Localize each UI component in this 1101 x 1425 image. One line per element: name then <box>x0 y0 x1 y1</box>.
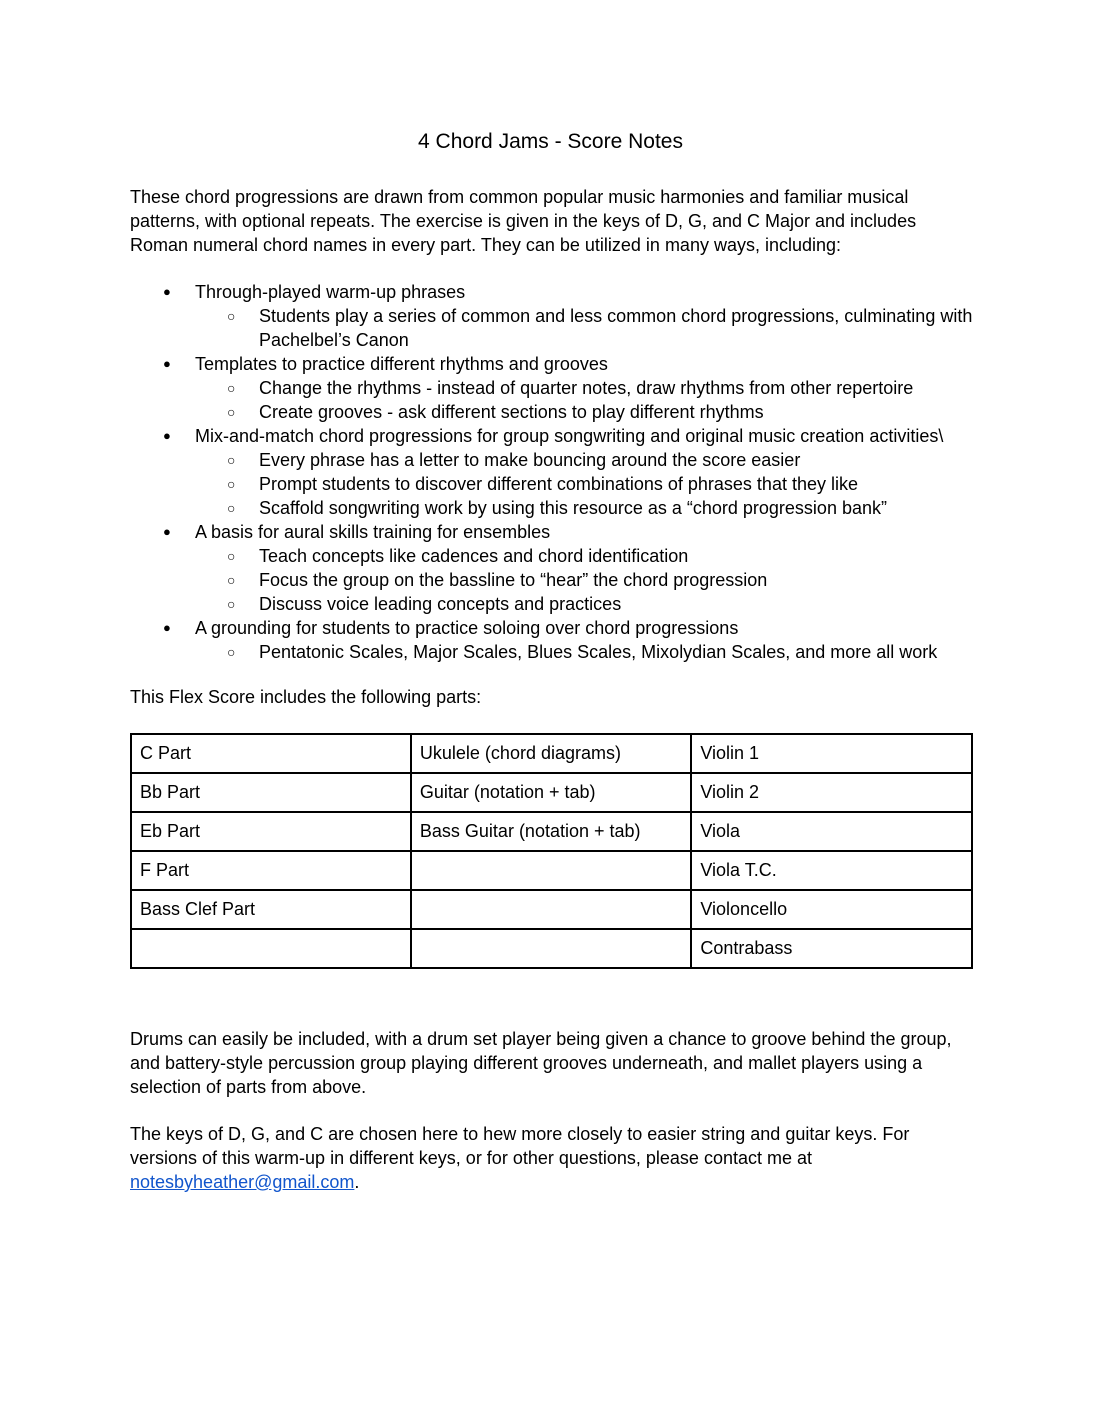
bullet-circle-icon: ○ <box>227 548 236 564</box>
keys-end: . <box>354 1172 360 1192</box>
table-cell: Bass Guitar (notation + tab) <box>411 812 691 851</box>
sub-list-item <box>130 640 973 664</box>
bullet-circle-icon: ○ <box>227 572 236 588</box>
sub-list-item <box>130 472 973 496</box>
sub-list-item-text: Change the rhythms - instead of quarter notes, draw rhythms from other repertoire <box>259 378 914 398</box>
sub-list-item-text: Create grooves - ask different sections to play different rhythms <box>259 402 764 422</box>
uses-list <box>130 280 973 664</box>
list-item-text: Mix-and-match chord progressions for group songwriting and original music creation activities\ <box>195 426 944 446</box>
table-cell: Viola T.C. <box>691 851 972 890</box>
sub-list-item <box>130 496 973 520</box>
sub-list-item-text: Prompt students to discover different combinations of phrases that they like <box>259 474 858 494</box>
sub-list-item-text: Pentatonic Scales, Major Scales, Blues Scales, Mixolydian Scales, and more all work <box>259 642 938 662</box>
table-row <box>131 734 972 773</box>
table-cell: Violoncello <box>691 890 972 929</box>
bullet-circle-icon: ○ <box>227 644 236 660</box>
list-item <box>130 280 973 304</box>
intro-paragraph: These chord progressions are drawn from common popular music harmonies and familiar musical patterns, with optional repeats. The exercise is given in the keys of D, G, and C Major and includes Roman numeral chord names in every part. They can be utilized in many ways, including: <box>130 187 917 255</box>
sub-list-item <box>130 400 973 424</box>
table-cell <box>411 929 691 968</box>
sub-list-item <box>130 592 973 616</box>
table-cell: Viola <box>691 812 972 851</box>
list-item-text: A basis for aural skills training for ensembles <box>195 522 551 542</box>
sub-list-item-text: Scaffold songwriting work by using this resource as a “chord progression bank” <box>259 498 887 518</box>
list-item-text: Templates to practice different rhythms and grooves <box>195 354 608 374</box>
drums-paragraph: Drums can easily be included, with a drum set player being given a chance to groove behind the group, and battery-style percussion group playing different grooves underneath, and mallet players using a selection of parts from above. <box>130 1029 952 1097</box>
sub-list-item <box>130 544 973 568</box>
table-row <box>131 773 972 812</box>
list-item <box>130 520 973 544</box>
table-cell <box>411 851 691 890</box>
table-cell <box>411 890 691 929</box>
table-cell: C Part <box>131 734 411 773</box>
bullet-dot-icon: ● <box>163 356 171 371</box>
table-cell: Eb Part <box>131 812 411 851</box>
list-item <box>130 616 973 640</box>
sub-list-item-text: Focus the group on the bassline to “hear” the chord progression <box>259 570 768 590</box>
table-cell: Bass Clef Part <box>131 890 411 929</box>
list-item <box>130 424 973 448</box>
bullet-dot-icon: ● <box>163 620 171 635</box>
document-title: 4 Chord Jams - Score Notes <box>418 130 683 153</box>
sub-list-item <box>130 304 973 352</box>
table-cell: Bb Part <box>131 773 411 812</box>
table-cell: Violin 2 <box>691 773 972 812</box>
keys-text: The keys of D, G, and C are chosen here to hew more closely to easier string and guitar keys. For versions of this warm-up in different keys, or for other questions, please contact me at <box>130 1124 910 1168</box>
bullet-circle-icon: ○ <box>227 596 236 612</box>
table-cell: Guitar (notation + tab) <box>411 773 691 812</box>
table-cell: F Part <box>131 851 411 890</box>
bullet-circle-icon: ○ <box>227 404 236 420</box>
table-cell: Contrabass <box>691 929 972 968</box>
bullet-circle-icon: ○ <box>227 500 236 516</box>
table-cell: Ukulele (chord diagrams) <box>411 734 691 773</box>
bullet-circle-icon: ○ <box>227 380 236 396</box>
sub-list-item <box>130 568 973 592</box>
bullet-circle-icon: ○ <box>227 476 236 492</box>
bullet-dot-icon: ● <box>163 524 171 539</box>
sub-list-item-text: Students play a series of common and less common chord progressions, culminating with Pachelbel’s Canon <box>259 306 973 350</box>
bullet-circle-icon: ○ <box>227 452 236 468</box>
table-cell: Violin 1 <box>691 734 972 773</box>
sub-list-item <box>130 376 973 400</box>
bullet-dot-icon: ● <box>163 428 171 443</box>
email-link[interactable]: notesbyheather@gmail.com <box>130 1172 355 1192</box>
sub-list-item-text: Every phrase has a letter to make bouncing around the score easier <box>259 450 801 470</box>
list-item-text: Through-played warm-up phrases <box>195 282 466 302</box>
keys-paragraph <box>130 1122 973 1194</box>
bullet-circle-icon: ○ <box>227 308 236 324</box>
sub-list-item-text: Discuss voice leading concepts and practices <box>259 594 622 614</box>
table-row <box>131 851 972 890</box>
parts-intro: This Flex Score includes the following parts: <box>130 687 482 707</box>
list-item <box>130 352 973 376</box>
table-cell <box>131 929 411 968</box>
sub-list-item <box>130 448 973 472</box>
bullet-dot-icon: ● <box>163 284 171 299</box>
table-row <box>131 929 972 968</box>
list-item-text: A grounding for students to practice soloing over chord progressions <box>195 618 739 638</box>
parts-table <box>130 733 973 969</box>
sub-list-item-text: Teach concepts like cadences and chord identification <box>259 546 689 566</box>
table-row <box>131 890 972 929</box>
table-row <box>131 812 972 851</box>
